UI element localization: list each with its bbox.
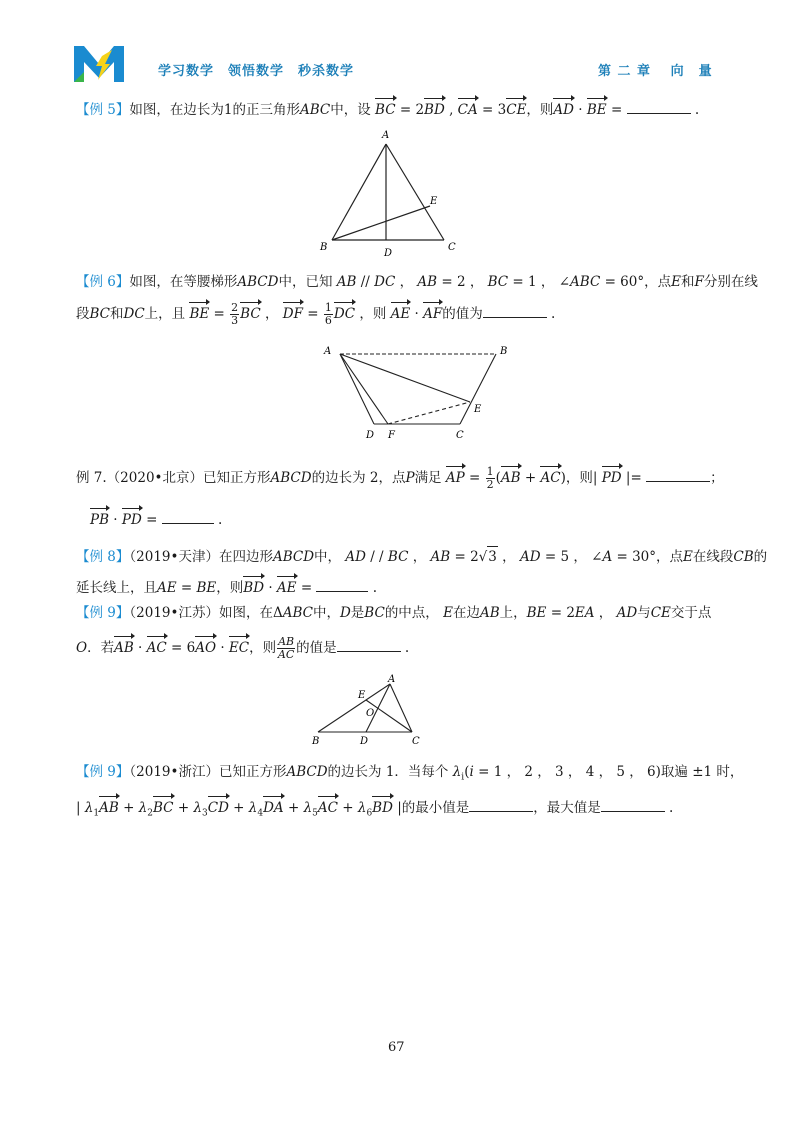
example-8-tag: 【例 8】	[76, 549, 130, 565]
header-chapter: 第 二 章 向 量	[598, 64, 713, 79]
example-9-zhejiang-line-2: | $\lambda_1AB + \lambda_2BC + \lambda_3CD + \lambda_4DA + \lambda_5AC + \lambda_6BD$ |的最小值是 ，最大值是 .	[76, 796, 673, 824]
figure-label-a: A	[382, 130, 390, 141]
figure-label-c: C	[456, 430, 464, 441]
example-5-line: 【例 5】如图，在边长为1的正三角形ABC中，设 BC = 2BD , CA = 3CE，则AD · BE = .	[76, 98, 699, 120]
figure-label-b: B	[312, 736, 320, 747]
example-6-tag: 【例 6】	[76, 274, 130, 290]
figure-label-d: D	[360, 736, 369, 747]
example-9-jiangsu-line-1: 【例 9】（2019•江苏）如图，在ΔABC中，D是BC的中点， E在边AB上，BE = 2EA ， AD与CE交于点	[76, 605, 712, 621]
figure-example-5-triangle	[316, 128, 466, 262]
figure-label-c: C	[412, 736, 420, 747]
example-7-line-1: 例 7.（2020•北京）已知正方形ABCD的边长为 2，点P满足 AP = $\frac{1}{2}$ (AB + AC)，则| PD |= ；	[76, 465, 724, 491]
header-slogan: 学习数学 领悟数学 秒杀数学	[158, 64, 355, 79]
page-number: 67	[388, 1040, 405, 1055]
figure-label-b: B	[500, 346, 508, 357]
figure-example-6-trapezoid	[318, 340, 518, 444]
figure-label-a: A	[324, 346, 332, 357]
example-9-zhejiang-line-1: 【例 9】（2019•浙江）已知正方形ABCD的边长为 1．当每个 $\lambda_i(i = 1$ ， 2 ， 3 ， 4 ， 5 ， 6)取遍 ±1 时，	[76, 764, 744, 783]
figure-label-e: E	[474, 404, 482, 415]
figure-label-d: D	[366, 430, 375, 441]
example-6-line-2: 段BC和DC上，且 BE = $\frac{2}{3}$ BC ， DF = $\frac{1}{6}$ DC ，则 AE · AF的值为 .	[76, 301, 556, 327]
figure-example-9-triangle	[306, 670, 430, 750]
example-9b-tag: 【例 9】	[76, 764, 130, 780]
example-9-jiangsu-line-2: O．若AB · AC = 6AO · EC，则 $\frac{AB}{AC}$ 的值是 .	[76, 635, 410, 661]
logo	[72, 42, 126, 86]
figure-label-o: O	[366, 708, 375, 719]
figure-label-d: D	[384, 248, 393, 259]
example-7-line-2: PB · PD = .	[90, 508, 222, 530]
figure-label-e: E	[358, 690, 366, 701]
figure-label-e: E	[430, 196, 438, 207]
figure-label-c: C	[448, 242, 456, 253]
figure-label-b: B	[320, 242, 328, 253]
example-5-tag: 【例 5】	[76, 102, 130, 118]
figure-label-f: F	[388, 430, 395, 441]
example-8-line-1: 【例 8】（2019•天津）在四边形ABCD中， AD / / BC ， AB = 2√3 ， AD = 5 ， ∠A = 30°，点E在线段CB的	[76, 546, 767, 567]
example-9-tag: 【例 9】	[76, 605, 130, 621]
example-6-line-1: 【例 6】如图，在等腰梯形ABCD中，已知 AB // DC ， AB = 2 ， BC = 1 ， ∠ABC = 60°，点E和F分别在线	[76, 274, 758, 290]
example-8-line-2: 延长线上，且AE = BE，则BD · AE = .	[76, 576, 377, 598]
figure-label-a: A	[388, 674, 396, 685]
